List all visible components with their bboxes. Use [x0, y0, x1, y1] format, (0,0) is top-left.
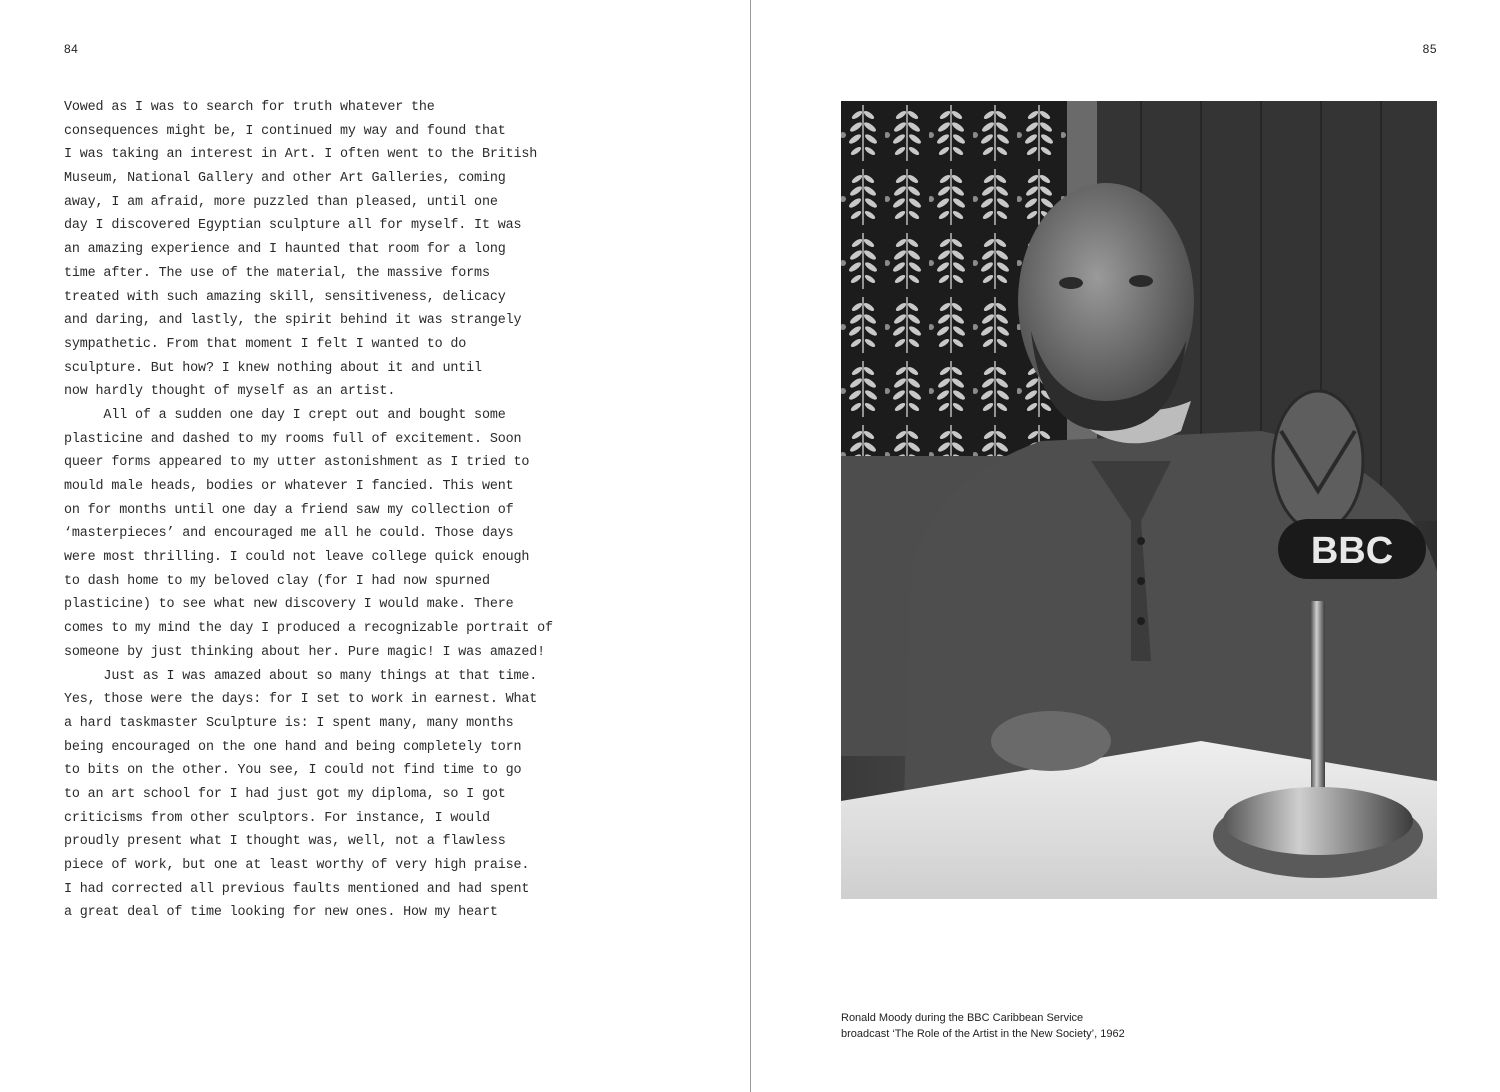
caption-line-1: Ronald Moody during the BBC Caribbean Service [841, 1012, 1084, 1024]
text-line: Just as I was amazed about so many things at that time. [64, 668, 538, 684]
text-line: were most thrilling. I could not leave college quick enough [64, 550, 530, 566]
text-line: I was taking an interest in Art. I often went to the British [64, 147, 538, 163]
text-line: sculpture. But how? I knew nothing about it and until [64, 360, 482, 376]
text-line: consequences might be, I continued my way and found that [64, 123, 506, 139]
photo-caption [841, 1011, 1125, 1042]
text-line: someone by just thinking about her. Pure magic! I was amazed! [64, 644, 546, 660]
page-number-left: 84 [64, 42, 79, 56]
text-line: day I discovered Egyptian sculpture all for myself. It was [64, 218, 522, 234]
text-line: a great deal of time looking for new ones. How my heart [64, 905, 498, 921]
text-line: treated with such amazing skill, sensitiveness, delicacy [64, 289, 506, 305]
photograph [841, 101, 1437, 899]
text-line: piece of work, but one at least worthy of very high praise. [64, 858, 530, 873]
text-line: mould male heads, bodies or whatever I fancied. This went [64, 479, 514, 494]
body-text [64, 96, 584, 925]
text-line: to an art school for I had just got my diploma, so I got [64, 786, 506, 802]
text-line: ‘masterpieces’ and encouraged me all he could. Those days [64, 526, 514, 542]
text-line: criticisms from other sculptors. For instance, I would [64, 810, 490, 826]
text-line: to bits on the other. You see, I could not find time to go [64, 763, 522, 779]
text-line: time after. The use of the material, the massive forms [64, 265, 490, 281]
text-line: sympathetic. From that moment I felt I wanted to do [64, 336, 467, 352]
text-line: comes to my mind the day I produced a recognizable portrait of [64, 621, 553, 637]
text-line: to dash home to my beloved clay (for I had now spurned [64, 573, 490, 589]
text-line: now hardly thought of myself as an artist. [64, 384, 396, 400]
text-line: plasticine and dashed to my rooms full of excitement. Soon [64, 431, 522, 447]
text-line: I had corrected all previous faults mentioned and had spent [64, 881, 530, 897]
text-line: queer forms appeared to my utter astonishment as I tried to [64, 455, 530, 471]
text-line: a hard taskmaster Sculpture is: I spent many, many months [64, 715, 514, 731]
text-line: an amazing experience and I haunted that room for a long [64, 242, 506, 258]
text-line: All of a sudden one day I crept out and bought some [64, 407, 506, 423]
text-line: Museum, National Gallery and other Art Galleries, coming [64, 171, 506, 187]
caption-line-2: broadcast ‘The Role of the Artist in the New Society’, 1962 [841, 1027, 1125, 1040]
text-line: Vowed as I was to search for truth whatever the [64, 100, 435, 115]
text-line: on for months until one day a friend saw my collection of [64, 502, 514, 518]
text-line: being encouraged on the one hand and being completely torn [64, 739, 522, 755]
right-page [751, 0, 1500, 1092]
text-line: away, I am afraid, more puzzled than pleased, until one [64, 194, 498, 210]
text-line: Yes, those were the days: for I set to work in earnest. What [64, 692, 538, 708]
text-line: and daring, and lastly, the spirit behind it was strangely [64, 313, 522, 329]
page-number-right: 85 [1422, 42, 1437, 56]
text-line: proudly present what I thought was, well, not a flawless [64, 834, 506, 850]
bbc-sign-text: BBC [1310, 530, 1394, 572]
text-line: plasticine) to see what new discovery I would make. There [64, 597, 514, 613]
